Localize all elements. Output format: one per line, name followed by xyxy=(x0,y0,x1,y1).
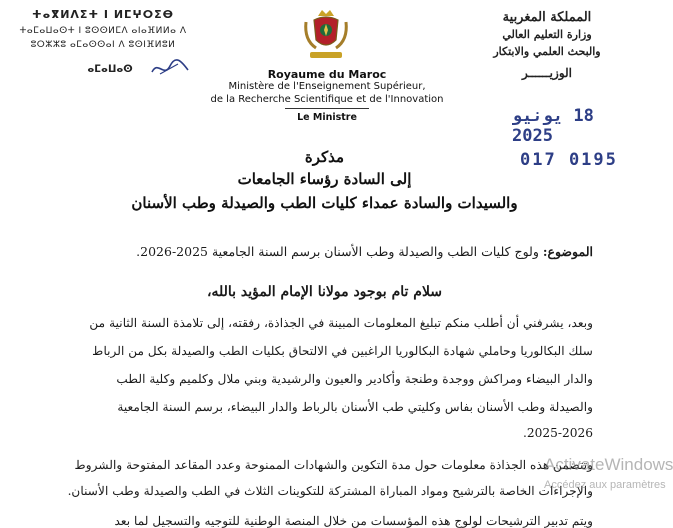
paragraph-line-1: وبعد، يشرفني أن أطلب منكم تبليغ المعلومات المبينة في الجذاذة، رفقته، إلى تلامذة السنة الثانية من xyxy=(89,316,593,330)
recipients-line2: والسيدات والسادة عمداء كليات الطب والصيدلة وطب الأسنان xyxy=(131,194,518,212)
arabic-ministry-line1: وزارة التعليم العالي xyxy=(502,28,592,41)
activate-windows-subtext: Accédez aux paramètres xyxy=(544,479,666,491)
reference-number-stamp: 017 0195 xyxy=(520,150,618,170)
memo-title: مذكرة xyxy=(304,148,345,166)
coat-of-arms-emblem xyxy=(300,6,352,64)
french-minister: Le Ministre xyxy=(297,112,357,123)
date-stamp: 18 يونيو 2025 xyxy=(512,106,594,146)
tifinagh-minister: ⴰⵎⴰⵡⴰⵙ xyxy=(87,64,133,75)
tifinagh-kingdom: ⵜⴰⴳⵍⴷⵉⵜ ⵏ ⵍⵎⵖⵔⵉⴱ xyxy=(31,8,174,21)
header-divider xyxy=(285,108,369,109)
recipients-line1: إلى السادة رؤساء الجامعات xyxy=(237,170,412,188)
french-ministry-line2: de la Recherche Scientifique et de l'Innovation xyxy=(210,94,444,105)
paragraph-line-3: والدار البيضاء ومراكش ووجدة وطنجة وأكادير والعيون والرشيدية وبني ملال وكلميم وكلية الطب xyxy=(116,372,593,386)
subject-line xyxy=(57,244,593,259)
subject-text: ولوج كليات الطب والصيدلة وطب الأسنان برسم السنة الجامعية 2025-2026. xyxy=(136,244,543,259)
subject-label: الموضوع: xyxy=(542,244,593,259)
tifinagh-ministry-line1: ⵜⴰⵎⴰⵡⴰⵙⵜ ⵏ ⵓⵙⵙⵍⵎⴷ ⴰⵏⴰⴼⵍⵍⴰ ⴷ xyxy=(19,26,187,36)
paragraph2-line-1: وتتضمن هذه الجذاذة معلومات حول مدة التكوين والشهادات الممنوحة وعدد المقاعد المفتوحة والشروط xyxy=(74,458,593,472)
arabic-kingdom: المملكة المغربية xyxy=(502,10,592,25)
arabic-minister: الوزيــــــر xyxy=(521,66,573,80)
greeting: سلام تام بوجود مولانا الإمام المؤيد بالله، xyxy=(206,284,443,300)
arabic-ministry-line2: والبحث العلمي والابتكار xyxy=(493,45,601,58)
paragraph-line-2: سلك البكالوريا وحاملي شهادة البكالوريا الراغبين في الالتحاق بكليات الطب والصيدلة بكل من الرباط xyxy=(92,344,593,358)
paragraph3-line-1: ويتم تدبير الترشيحات لولوج هذه المؤسسات من خلال المنصة الوطنية للتوجيه والتسجيل لما بعد xyxy=(114,514,593,528)
paragraph-line-4: والصيدلة وطب الأسنان بفاس وكليتي طب الأسنان بالرباط والدار البيضاء، برسم السنة الجامعية xyxy=(117,400,593,414)
tifinagh-ministry-line2: ⵓⵔⵣⵣⵓ ⴰⵎⴰⵙⵙⴰⵏ ⴷ ⵓⵙⵏⴼⵍⵓⵍ xyxy=(30,40,176,50)
french-kingdom: Royaume du Maroc xyxy=(267,68,387,81)
activate-windows-watermark: ActivateWindows xyxy=(544,455,673,474)
french-ministry-line1: Ministère de l'Enseignement Supérieur, xyxy=(228,81,426,92)
paragraph2-line-2: والإجراءات الخاصة بالترشيح ومواد المباراة المشتركة للتكوينات الثلاث في الطب والصيدلة وطب الأسنان. xyxy=(67,484,593,498)
paragraph-line-5: 2025-2026. xyxy=(522,426,593,440)
